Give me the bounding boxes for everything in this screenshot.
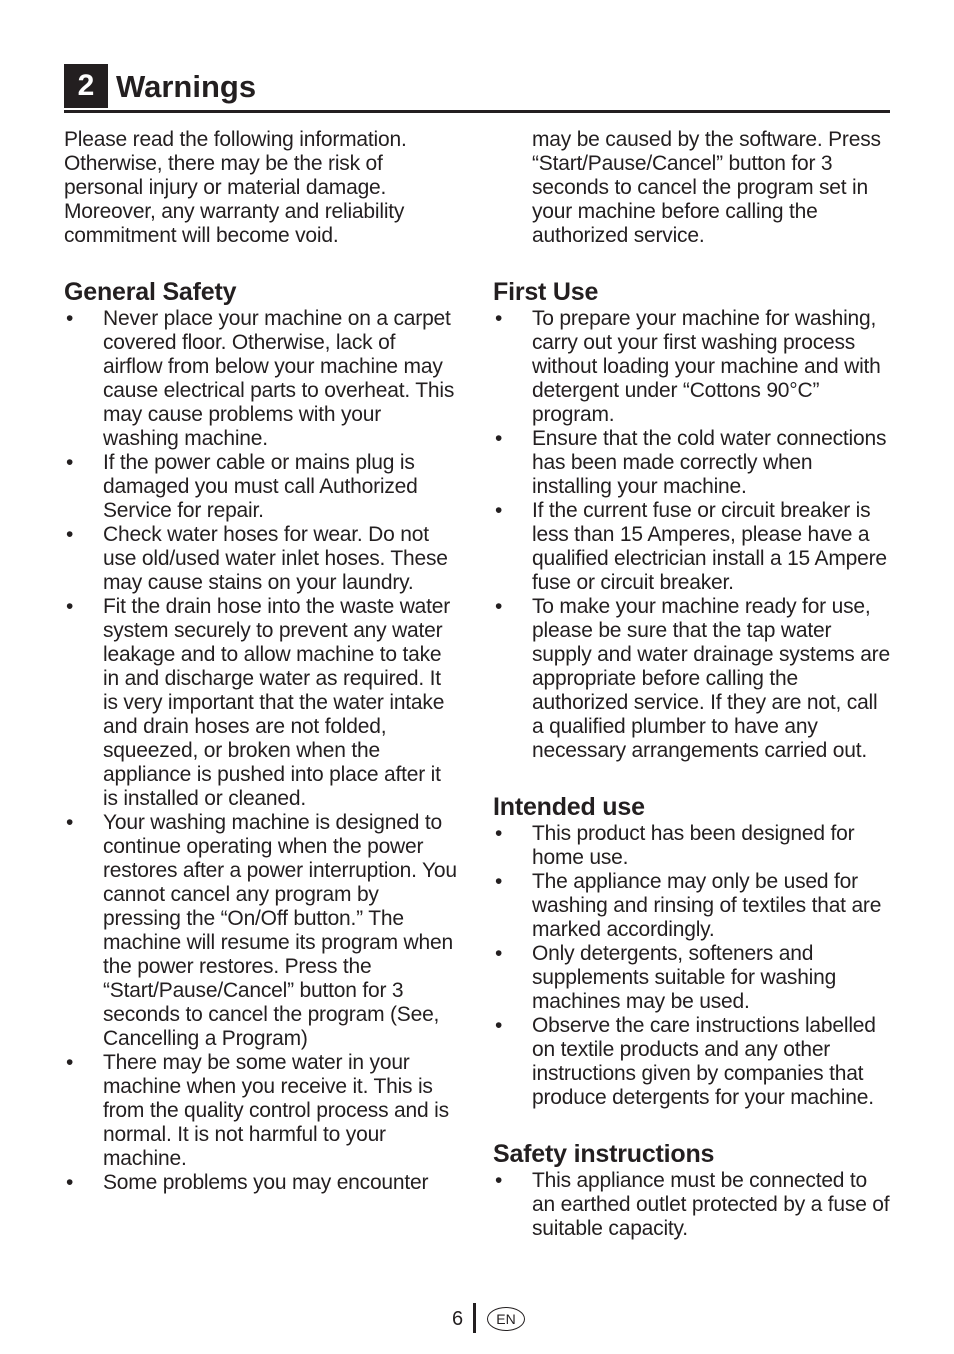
list-item: • To prepare your machine for washing, carry out your first washing process without loading your machine and with detergent under “Cottons 90°C” program. <box>493 307 893 427</box>
page-header <box>64 64 890 113</box>
page-title: Warnings <box>116 69 257 104</box>
list-item: • Your washing machine is designed to continue operating when the power restores after a power interruption. You cannot cancel any program by pressing the “On/Off button.” The machine will resume its program when the power restores. Press the “Start/Pause/Cancel” button for 3 seconds to cancel the program (See, Cancelling a Program) <box>64 811 460 1051</box>
first-use-section <box>493 277 893 763</box>
list-item: • This appliance must be connected to an earthed outlet protected by a fuse of suitable capacity. <box>493 1169 893 1241</box>
page-footer <box>0 1302 954 1336</box>
list-item: • To make your machine ready for use, please be sure that the tap water supply and water drainage systems are appropriate before calling the authorized service. If they are not, call a qualified plumber to have any necessary arrangements carried out. <box>493 595 893 763</box>
list-item: • Fit the drain hose into the waste water system securely to prevent any water leakage and to allow machine to take in and discharge water as required. It is very important that the water intake and drain hoses are not folded, squeezed, or broken when the appliance is pushed into place after it is installed or cleaned. <box>64 595 460 811</box>
list-item: • There may be some water in your machine when you receive it. This is from the quality control process and is normal. It is not harmful to your machine. <box>64 1051 460 1171</box>
language-badge: EN <box>487 1307 525 1331</box>
intro-paragraph: Please read the following information. Otherwise, there may be the risk of personal injury or material damage. Moreover, any warranty and reliability commitment will become void. <box>64 128 407 247</box>
continued-paragraph: may be caused by the software. Press “Start/Pause/Cancel” button for 3 seconds to cancel the program set in your machine before calling the authorized service. <box>532 128 881 247</box>
page-number: 6 <box>452 1308 464 1330</box>
left-column <box>64 128 460 1195</box>
list-item: • Only detergents, softeners and supplements suitable for washing machines may be used. <box>493 942 893 1014</box>
chapter-number: 2 <box>64 64 108 108</box>
section-heading-first-use: First Use <box>493 278 599 306</box>
first-use-list <box>493 307 893 763</box>
list-item: • Observe the care instructions labelled on textile products and any other instructions given by companies that produce detergents for your machine. <box>493 1014 893 1110</box>
intended-use-section <box>493 792 893 1110</box>
list-item: • If the power cable or mains plug is damaged you must call Authorized Service for repair. <box>64 451 460 523</box>
footer-divider <box>473 1303 476 1333</box>
list-item: • If the current fuse or circuit breaker is less than 15 Amperes, please have a qualified electrician install a 15 Ampere fuse or circuit breaker. <box>493 499 893 595</box>
right-column <box>493 128 893 1241</box>
general-safety-section <box>64 277 460 1195</box>
list-item: • The appliance may only be used for washing and rinsing of textiles that are marked accordingly. <box>493 870 893 942</box>
section-heading-intended-use: Intended use <box>493 793 645 821</box>
list-item: • Some problems you may encounter <box>64 1171 460 1195</box>
list-item: • Ensure that the cold water connections has been made correctly when installing your machine. <box>493 427 893 499</box>
list-item: • Check water hoses for wear. Do not use old/used water inlet hoses. These may cause stains on your laundry. <box>64 523 460 595</box>
intended-use-list <box>493 822 893 1110</box>
general-safety-list <box>64 307 460 1195</box>
list-item: • This product has been designed for home use. <box>493 822 893 870</box>
safety-instructions-list <box>493 1169 893 1241</box>
list-item: • Never place your machine on a carpet covered floor. Otherwise, lack of airflow from below your machine may cause electrical parts to overheat. This may cause problems with your washing machine. <box>64 307 460 451</box>
safety-instructions-section <box>493 1139 893 1241</box>
section-heading-safety-instructions: Safety instructions <box>493 1140 715 1168</box>
section-heading-general-safety: General Safety <box>64 278 237 306</box>
